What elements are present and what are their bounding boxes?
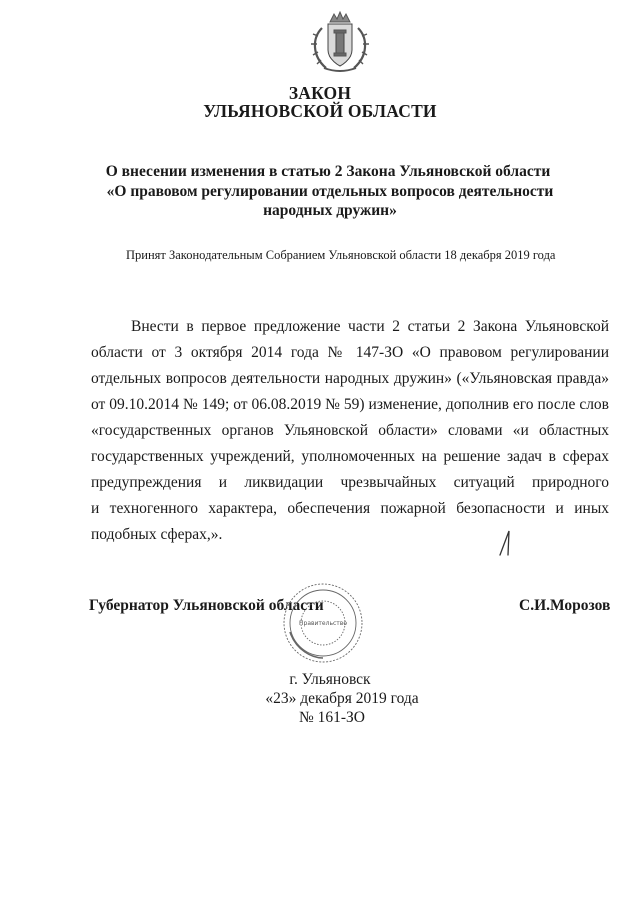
body-line: предупреждения и ликвидации чрезвычайных ситуаций природного [91, 474, 609, 491]
subject-line-3: народных дружин» [263, 202, 397, 219]
subject-line-1: О внесении изменения в статью 2 Закона Ульяновской области [105, 163, 551, 180]
body-line: от 09.10.2014 № 149; от 06.08.2019 № 59) изменение, дополнив его после слов [91, 396, 609, 413]
official-stamp-icon [282, 582, 364, 664]
signing-date: «23» декабря 2019 года [265, 690, 419, 707]
signing-city: г. Ульяновск [289, 671, 371, 688]
stamp-text: Правительство [299, 620, 347, 627]
law-number: № 161-ЗО [298, 709, 366, 726]
body-line: Внести в первое предложение части 2 статьи 2 Закона Ульяновской [131, 318, 609, 335]
body-line: области от 3 октября 2014 года № 147-ЗО «О правовом регулировании [91, 344, 609, 361]
body-line: «государственных органов Ульяновской области» словами «и областных [91, 422, 609, 439]
law-heading: ЗАКОН [288, 83, 352, 103]
governor-title: Губернатор Ульяновской области [89, 597, 324, 614]
coat-of-arms-icon [306, 10, 374, 76]
body-line: подобных сферах,». [91, 526, 223, 543]
subject-line-2: «О правовом регулировании отдельных вопросов деятельности [106, 183, 554, 200]
body-line: отдельных вопросов деятельности народных дружин» («Ульяновская правда» [91, 370, 609, 387]
body-line: государственных учреждений, уполномоченных на решение задач в сферах [91, 448, 609, 465]
adoption-note: Принят Законодательным Собранием Ульяновской области 18 декабря 2019 года [126, 248, 556, 262]
governor-name: С.И.Морозов [519, 597, 611, 614]
law-region-heading: УЛЬЯНОВСКОЙ ОБЛАСТИ [203, 101, 437, 121]
body-line: и техногенного характера, обеспечения пожарной безопасности и иных [91, 500, 609, 517]
handwritten-mark-icon [497, 528, 519, 558]
